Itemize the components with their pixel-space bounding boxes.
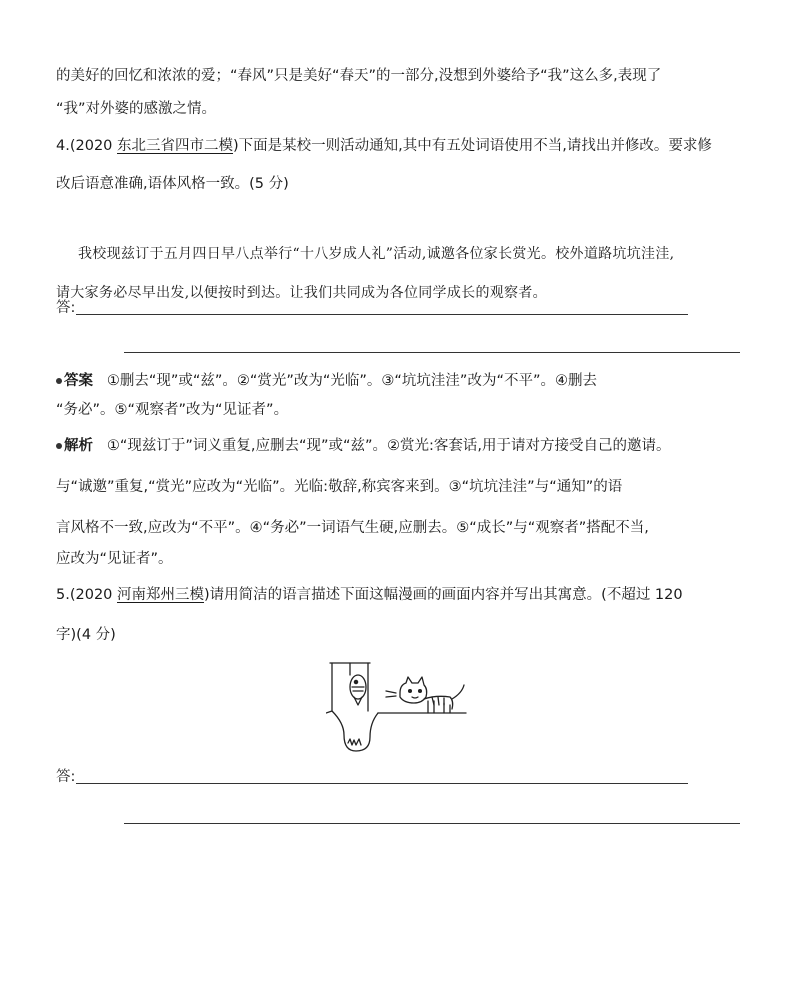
text-line: 的美好的回忆和浓浓的爱；“春风”只是美好“春天”的一部分,没想到外婆给予“我”这么多,表现了 bbox=[56, 68, 662, 84]
answer-label: 答: bbox=[56, 300, 76, 316]
answer-rule bbox=[124, 823, 740, 824]
answer-rule bbox=[124, 352, 740, 353]
answer-text: ①删去“现”或“兹”。②“赏光”改为“光临”。③“坑坑洼洼”改为“不平”。④删去 bbox=[106, 373, 597, 389]
question-number: 5.(2020 bbox=[56, 587, 118, 603]
explanation-marker-icon bbox=[56, 443, 62, 449]
answer-line-2: “务必”。⑤“观察者”改为“见证者”。 bbox=[56, 402, 289, 418]
explanation-text: ①“现兹订于”词义重复,应删去“现”或“兹”。②赏光:客套话,用于请对方接受自己的邀请。 bbox=[106, 438, 671, 454]
question-4-line-2: 改后语意准确,语体风格一致。(5 分) bbox=[56, 176, 289, 192]
answer-tag: 答案 bbox=[64, 373, 93, 389]
answer-marker-icon bbox=[56, 378, 62, 384]
explanation-line-2: 与“诚邀”重复,“赏光”应改为“光临”。光临:敬辞,称宾客来到。③“坑坑洼洼”与“通知”的语 bbox=[56, 479, 623, 495]
explanation-tag: 解析 bbox=[64, 438, 93, 454]
question-5-line-2: 字)(4 分) bbox=[56, 627, 116, 643]
explanation-line-4: 应改为“见证者”。 bbox=[56, 551, 173, 567]
question-4-line-1 bbox=[56, 136, 712, 156]
question-text: )请用简洁的语言描述下面这幅漫画的画面内容并写出其寓意。(不超过 120 bbox=[204, 587, 683, 603]
explanation-line-1 bbox=[56, 436, 671, 456]
answer-rule bbox=[76, 783, 688, 784]
cartoon-illustration bbox=[326, 655, 468, 755]
text-line: “我”对外婆的感激之情。 bbox=[56, 101, 217, 117]
question-number: 4.(2020 bbox=[56, 138, 118, 154]
question-source: 东北三省四市二模 bbox=[117, 138, 234, 154]
notice-line-2: 请大家务必尽早出发,以便按时到达。让我们共同成为各位同学成长的观察者。 bbox=[56, 285, 547, 301]
answer-line-1 bbox=[56, 371, 597, 391]
notice-line-1: 我校现兹订于五月四日早八点举行“十八岁成人礼”活动,诚邀各位家长赏光。校外道路坑坑洼洼, bbox=[78, 246, 675, 262]
question-text: )下面是某校一则活动通知,其中有五处词语使用不当,请找出并修改。要求修 bbox=[233, 138, 712, 154]
answer-label: 答: bbox=[56, 769, 76, 785]
explanation-line-3: 言风格不一致,应改为“不平”。④“务必”一词语气生硬,应删去。⑤“成长”与“观察者”搭配不当, bbox=[56, 520, 649, 536]
question-5-line-1 bbox=[56, 585, 683, 605]
answer-rule bbox=[76, 314, 688, 315]
question-source: 河南郑州三模 bbox=[117, 587, 205, 603]
